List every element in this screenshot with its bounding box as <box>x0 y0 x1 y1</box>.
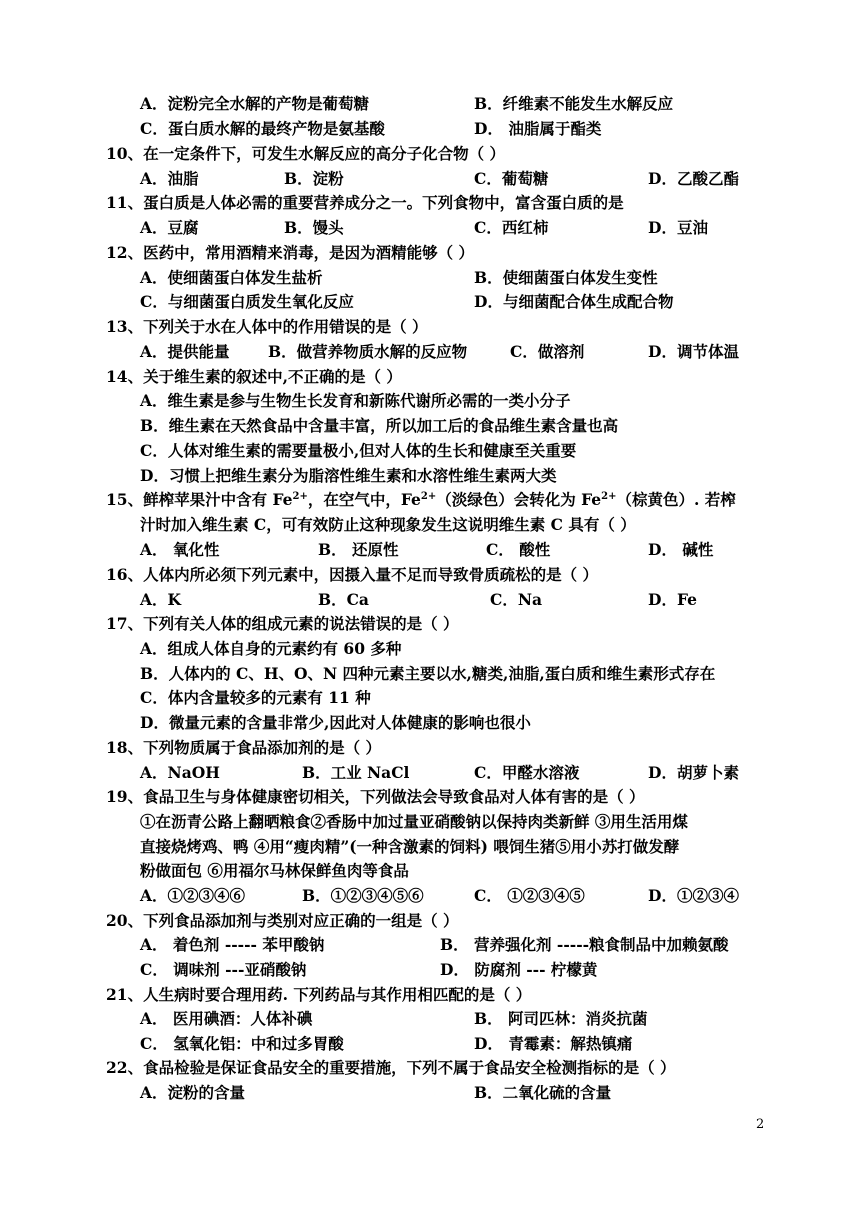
q14-option-c: C．人体对维生素的需要量极小,但对人体的生长和健康至关重要 <box>140 441 577 460</box>
q14-stem: 14、关于维生素的叙述中,不正确的是（ ） <box>106 367 402 386</box>
q16-option-c: C．Na <box>490 590 543 609</box>
q13-option-b: B．做营养物质水解的反应物 <box>268 342 468 361</box>
q11-stem: 11、蛋白质是人体必需的重要营养成分之一。下列食物中，富含蛋白质的是 <box>106 193 624 212</box>
q17-option-a: A．组成人体自身的元素约有 60 多种 <box>140 639 402 658</box>
q19-option-a: A．①②③④⑥ <box>140 886 246 905</box>
q15-option-b: B． 还原性 <box>318 540 399 559</box>
q19-stem-line3: 直接烧烤鸡、鸭 ④用“瘦肉精”(一种含激素的饲料) 喂饲生猪⑤用小苏打做发酵 <box>140 837 680 856</box>
q20-stem: 20、下列食品添加剂与类别对应正确的一组是（ ） <box>106 911 459 930</box>
q9-option-b: B．纤维素不能发生水解反应 <box>474 94 674 113</box>
q15-stem: 15、鲜榨苹果汁中含有 $Fe^{2+}$，在空气中，$Fe^{2+}$（淡绿色）会转化为 $Fe^{2+}$（棕黄色）. 若榨 <box>106 490 736 509</box>
q10-option-d: D．乙酸乙酯 <box>648 169 739 188</box>
q20-option-c: C． 调味剂 ---亚硝酸钠 <box>140 960 307 979</box>
q19-option-b: B．①②③④⑤⑥ <box>302 886 424 905</box>
q12-option-b: B．使细菌蛋白体发生变性 <box>474 268 658 287</box>
q19-stem: 19、食品卫生与身体健康密切相关，下列做法会导致食品对人体有害的是（ ） <box>106 787 645 806</box>
q9-option-a: A．淀粉完全水解的产物是葡萄糖 <box>140 94 370 113</box>
q21-stem: 21、人生病时要合理用药. 下列药品与其作用相匹配的是（ ） <box>106 985 532 1004</box>
q9-option-d: D． 油脂属于酯类 <box>474 119 602 138</box>
q16-stem: 16、人体内所必须下列元素中，因摄入量不足而导致骨质疏松的是（ ） <box>106 565 598 584</box>
q17-stem: 17、下列有关人体的组成元素的说法错误的是（ ） <box>106 614 459 633</box>
q15-stem-line2: 汁时加入维生素 C，可有效防止这种现象发生这说明维生素 C 具有（ ） <box>140 515 636 534</box>
q18-option-d: D．胡萝卜素 <box>648 763 739 782</box>
q11-option-c: C．西红柿 <box>474 218 549 237</box>
q21-option-d: D． 青霉素：解热镇痛 <box>474 1034 633 1053</box>
q17-option-b: B．人体内的 C、H、O、N 四种元素主要以水,糖类,油脂,蛋白质和维生素形式存在 <box>140 664 716 683</box>
q16-option-b: B．Ca <box>318 590 369 609</box>
q20-option-b: B． 营养强化剂 -----粮食制品中加赖氨酸 <box>440 935 729 954</box>
page-number: 2 <box>756 1117 765 1132</box>
q10-option-a: A．油脂 <box>140 169 199 188</box>
q12-stem: 12、医药中，常用酒精来消毒，是因为酒精能够（ ） <box>106 243 474 262</box>
q12-option-a: A．使细菌蛋白体发生盐析 <box>140 268 323 287</box>
q10-option-c: C．葡萄糖 <box>474 169 549 188</box>
q18-option-c: C．甲醛水溶液 <box>474 763 580 782</box>
q15-option-a: A． 氧化性 <box>140 540 220 559</box>
q9-option-c: C．蛋白质水解的最终产物是氨基酸 <box>140 119 385 138</box>
q21-option-c: C． 氢氧化铝：中和过多胃酸 <box>140 1034 344 1053</box>
q21-option-b: B． 阿司匹林：消炎抗菌 <box>474 1009 648 1028</box>
q17-option-d: D．微量元素的含量非常少,因此对人体健康的影响也很小 <box>140 713 531 732</box>
q22-stem: 22、食品检验是保证食品安全的重要措施，下列不属于食品安全检测指标的是（ ） <box>106 1058 676 1077</box>
q15-option-d: D． 碱性 <box>648 540 714 559</box>
q22-option-b: B．二氧化硫的含量 <box>474 1083 612 1102</box>
q18-option-b: B．工业 NaCl <box>302 763 410 782</box>
q11-option-a: A．豆腐 <box>140 218 199 237</box>
q11-option-d: D．豆油 <box>648 218 708 237</box>
q12-option-d: D．与细菌配合体生成配合物 <box>474 292 674 311</box>
q13-option-c: C．做溶剂 <box>510 342 585 361</box>
q16-option-a: A．K <box>140 590 181 609</box>
q19-option-c: C． ①②③④⑤ <box>474 886 585 905</box>
q11-option-b: B．馒头 <box>284 218 344 237</box>
q20-option-d: D． 防腐剂 --- 柠檬黄 <box>440 960 598 979</box>
q14-option-d: D．习惯上把维生素分为脂溶性维生素和水溶性维生素两大类 <box>140 466 557 485</box>
q16-option-d: D．Fe <box>648 590 697 609</box>
q19-option-d: D．①②③④ <box>648 886 739 905</box>
q21-option-a: A． 医用碘酒：人体补碘 <box>140 1009 313 1028</box>
q18-stem: 18、下列物质属于食品添加剂的是（ ） <box>106 738 381 757</box>
q13-option-a: A．提供能量 <box>140 342 230 361</box>
q20-option-a: A． 着色剂 ----- 苯甲酸钠 <box>140 935 325 954</box>
q10-stem: 10、在一定条件下，可发生水解反应的高分子化合物（ ） <box>106 144 505 163</box>
q14-option-a: A．维生素是参与生物生长发育和新陈代谢所必需的一类小分子 <box>140 391 571 410</box>
q22-option-a: A．淀粉的含量 <box>140 1083 246 1102</box>
q19-stem-line2: ①在沥青公路上翻晒粮食②香肠中加过量亚硝酸钠以保持肉类新鲜 ③用生活用煤 <box>140 812 688 831</box>
q12-option-c: C．与细菌蛋白质发生氧化反应 <box>140 292 354 311</box>
q14-option-b: B．维生素在天然食品中含量丰富，所以加工后的食品维生素含量也高 <box>140 416 619 435</box>
q15-option-c: C． 酸性 <box>486 540 551 559</box>
q10-option-b: B．淀粉 <box>284 169 344 188</box>
q18-option-a: A．NaOH <box>140 763 220 782</box>
q17-option-c: C．体内含量较多的元素有 11 种 <box>140 688 371 707</box>
q19-stem-line4: 粉做面包 ⑥用福尔马林保鲜鱼肉等食品 <box>140 861 409 880</box>
q13-stem: 13、下列关于水在人体中的作用错误的是（ ） <box>106 317 428 336</box>
q13-option-d: D．调节体温 <box>648 342 739 361</box>
